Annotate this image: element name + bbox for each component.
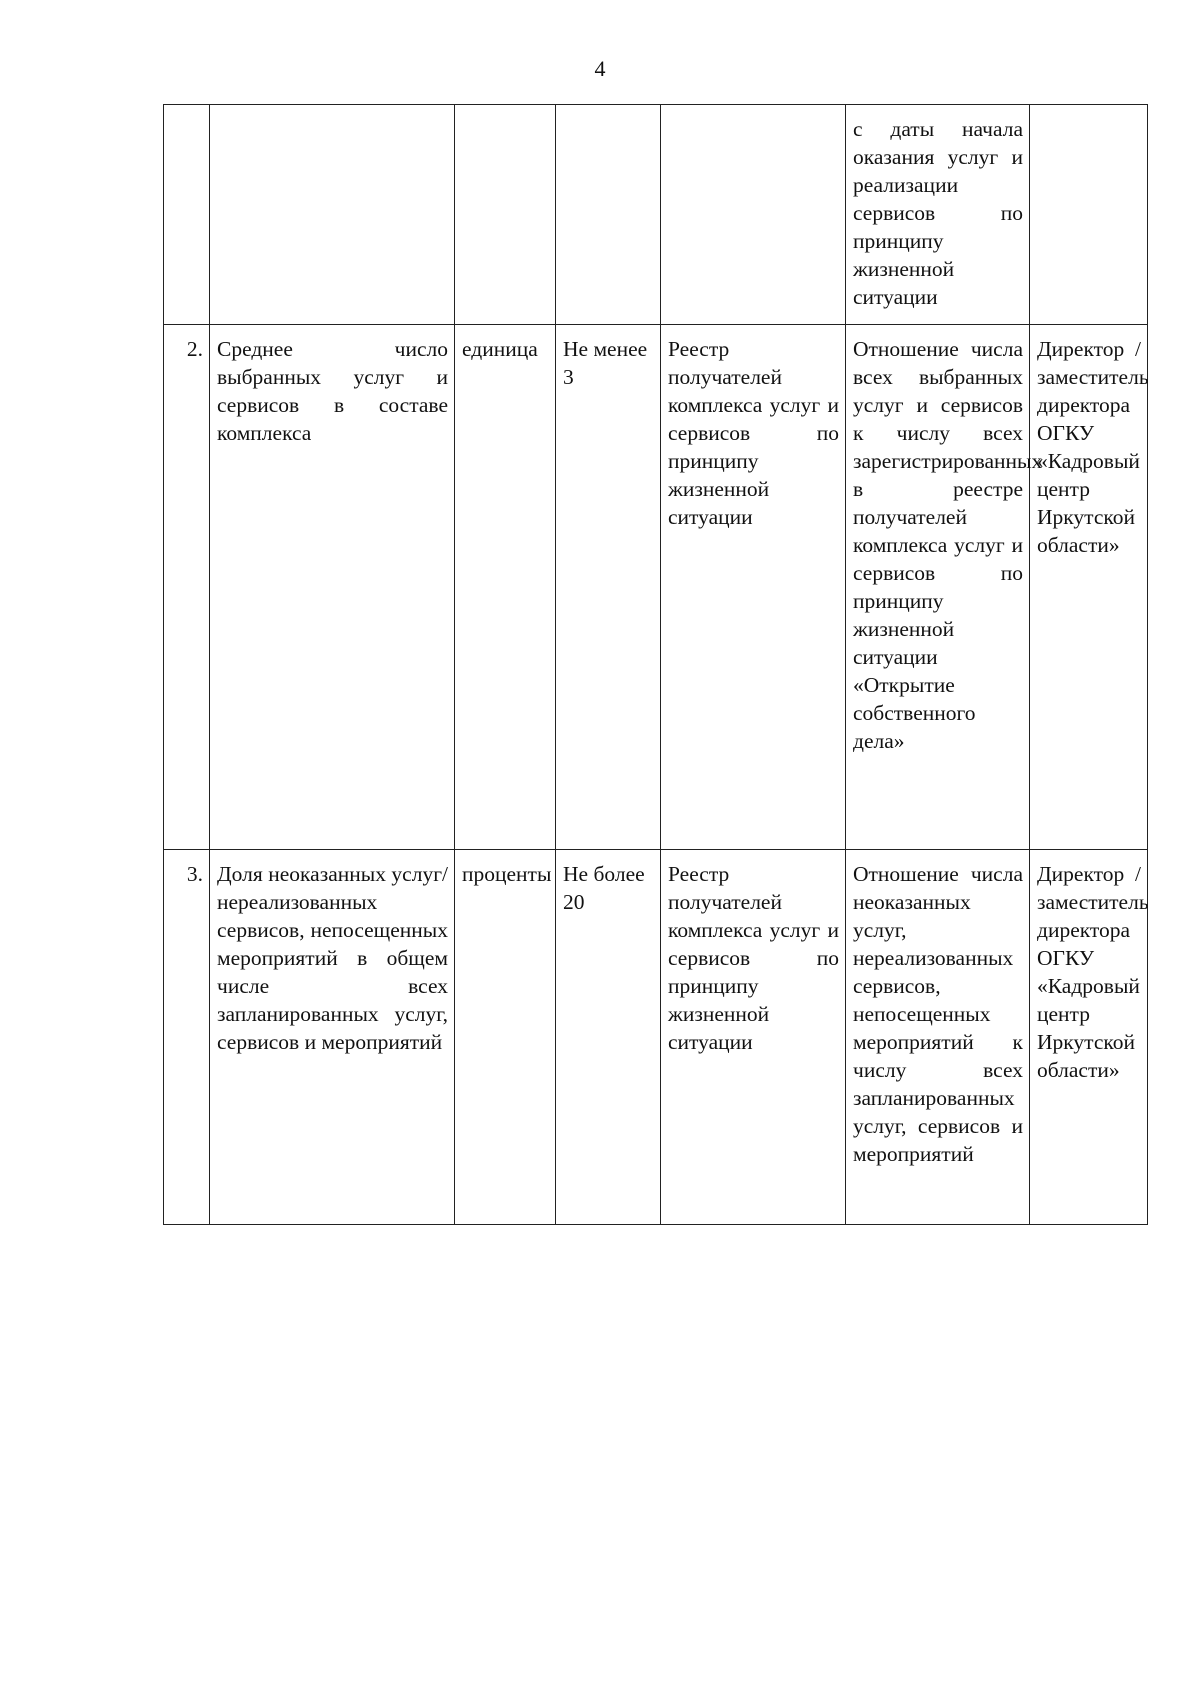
cell-responsible: Директор / заместитель директора ОГКУ «Кадровый центр Иркутской области» (1030, 325, 1148, 850)
cell-num: 3. (164, 850, 210, 1225)
page-number: 4 (594, 56, 606, 81)
cell-source (661, 105, 846, 325)
cell-responsible: Директор / заместитель директора ОГКУ «Кадровый центр Иркутской области» (1030, 850, 1148, 1225)
cell-indicator: Доля неоказанных услуг/ нереализованных сервисов, непосещенных мероприятий в общем числе всех запланированных услуг, сервисов и мероприятий (210, 850, 455, 1225)
cell-source: Реестр получателей комплекса услуг и сервисов по принципу жизненной ситуации (661, 850, 846, 1225)
table-row (164, 850, 1148, 1225)
cell-num: 2. (164, 325, 210, 850)
cell-method: Отношение числа всех выбранных услуг и сервисов к числу всех зарегистрированных в реестре получателей комплекса услуг и сервисов по принципу жизненной ситуации «Открытие собственного дела» (846, 325, 1030, 850)
table-row (164, 325, 1148, 850)
cell-indicator (210, 105, 455, 325)
table-row (164, 105, 1148, 325)
cell-method: с даты начала оказания услуг и реализации сервисов по принципу жизненной ситуации (846, 105, 1030, 325)
cell-source: Реестр получателей комплекса услуг и сервисов по принципу жизненной ситуации (661, 325, 846, 850)
cell-target (556, 105, 661, 325)
cell-target: Не более 20 (556, 850, 661, 1225)
cell-responsible (1030, 105, 1148, 325)
cell-indicator: Среднее число выбранных услуг и сервисов в составе комплекса (210, 325, 455, 850)
cell-unit: единица (455, 325, 556, 850)
cell-unit: проценты (455, 850, 556, 1225)
cell-target: Не менее 3 (556, 325, 661, 850)
cell-unit (455, 105, 556, 325)
cell-method: Отношение числа неоказанных услуг, нереализованных сервисов, непосещенных мероприятий к числу всех запланированных услуг, сервисов и мероприятий (846, 850, 1030, 1225)
cell-num (164, 105, 210, 325)
indicators-table (163, 104, 1148, 1225)
